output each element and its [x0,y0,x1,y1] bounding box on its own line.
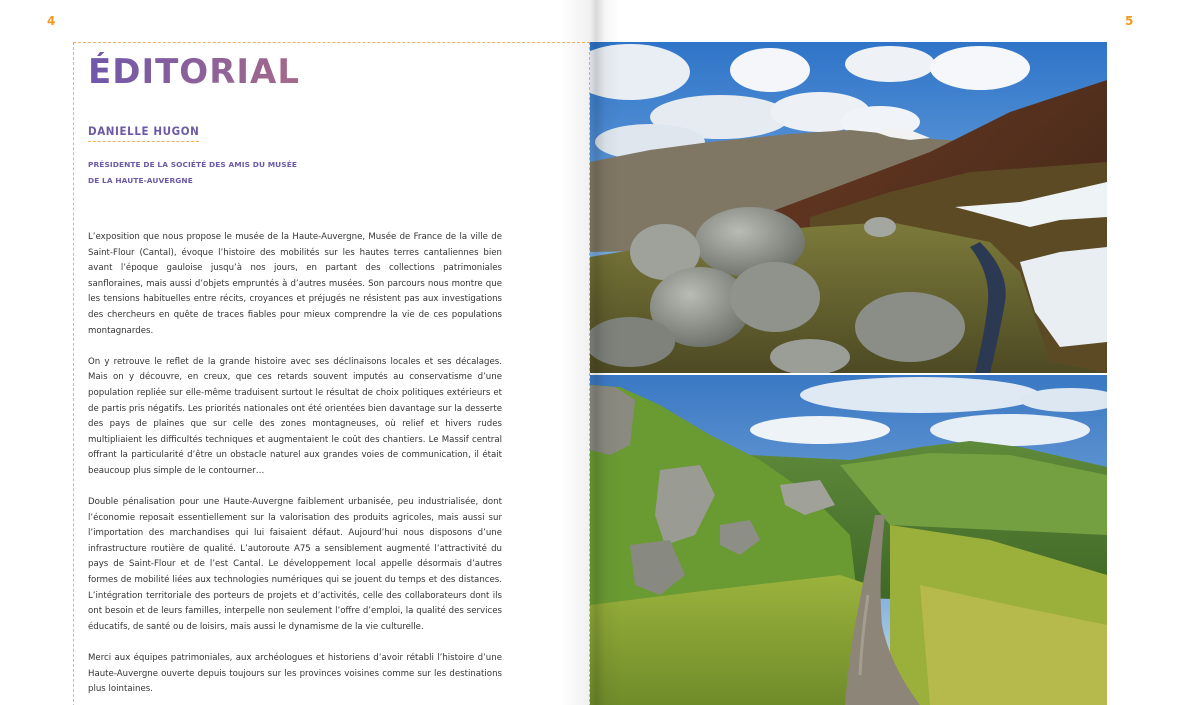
editorial-paragraph: Double pénalisation pour une Haute-Auvergne faiblement urbanisée, peu industrialisée, dont l’économie reposait essentiellement sur la valorisation des produits agricoles, mais aussi sur l’importation des marchandises qui lui faisaient défaut. Aujourd’hui nous disposons d’une infrastructure routière de qualité. L’autoroute A75 a sensiblement augmenté l’attractivité du pays de Saint-Flour et de l’est Cantal. Le développement local appelle désormais d’autres formes de mobilité liées aux technologies numériques qui se jouent du temps et des distances. L’intégration territoriale des porteurs de projets et d’activités, celle des collaborateurs dont ils ont besoin et de leurs familles, interpelle non seulement l’offre d’emploi, la qualité des services éducatifs, de santé ou de loisirs, mais aussi le dynamisme de la vie culturelle. [88,497,502,632]
author-role-line: PRÉSIDENTE DE LA SOCIÉTÉ DES AMIS DU MUSÉE [88,160,297,169]
page-number-right: 5 [1125,14,1134,28]
editorial-paragraph: Merci aux équipes patrimoniales, aux archéologues et historiens d’avoir rétabli l’histoire d’une Haute-Auvergne ouverte depuis toujours sur les provinces voisines comme sur les destinations plus lointaines. [88,653,502,695]
author-name: DANIELLE HUGON [88,124,199,142]
author-role-line: DE LA HAUTE-AUVERGNE [88,176,193,185]
mountain-path-photo [590,375,1107,705]
page-number-left: 4 [47,14,56,28]
editorial-paragraph: L’exposition que nous propose le musée de la Haute-Auvergne, Musée de France de la ville de Saint-Flour (Cantal), évoque l’histoire des mobilités sur les hautes terres cantaliennes bien avant l’époque gauloise jusqu’à nos jours, en partant des collections patrimoniales sanfloraines, mais aussi d’objets empruntés à d’autres musées. Son parcours nous montre que les tensions habituelles entre récits, croyances et préjugés ne résistent pas aux investigations des chercheurs en quête de traces fiables pour mieux comprendre la vie de ces populations montagnardes. [88,232,502,336]
editorial-title: ÉDITORIAL [88,52,301,92]
editorial-body [88,230,502,705]
editorial-paragraph: On y retrouve le reflet de la grande histoire avec ses déclinaisons locales et ses décalages. Mais on y découvre, en creux, que ces retards souvent imputés au conservatisme d’une population repliée sur elle-même traduisent surtout le résultat de choix politiques extérieurs et de partis pris négatifs. Les priorités nationales ont été orientées bien davantage sur la desserte des pays de plaines que sur celle des zones montagneuses, où relief et hivers rudes multipliaient les difficultés techniques et augmentaient le coût des chantiers. Le Massif central offrant la particularité d’être un obstacle naturel aux grandes voies de communication, il était beaucoup plus simple de le contourner… [88,356,502,476]
mountain-rocks-photo [590,42,1107,373]
author-role [88,157,297,189]
